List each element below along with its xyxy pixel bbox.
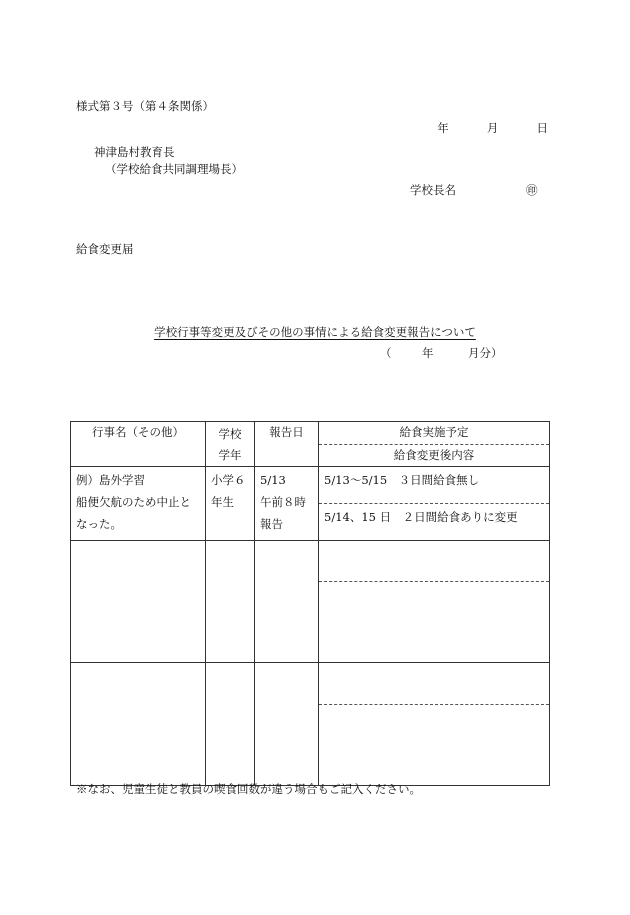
report-title: 学校行事等変更及びその他の事情による給食変更報告について [154,325,476,339]
principal-label: 学校長名 [410,183,456,197]
header-plan: 給食実施予定 [319,422,550,445]
blank-2-date-cell[interactable] [255,663,319,786]
example-plan-text: 5/13〜5/15 ３日間給食無し [324,473,480,487]
footnote: ※なお、児童生徒と教員の喫食回数が違う場合もご記入ください。 [76,782,421,796]
recipient-line-2: （学校給食共同調理場長） [105,162,243,176]
report-table [70,421,550,786]
blank-1-event-cell[interactable] [71,541,206,663]
table-row-blank-1 [71,541,550,582]
header-event: 行事名（その他） [71,422,206,467]
header-after-change: 給食変更後内容 [319,445,550,467]
example-after-text: 5/14、15 日 ２日間給食ありに変更 [324,510,518,524]
blank-1-date-cell[interactable] [255,541,319,663]
example-plan-cell [319,467,550,504]
blank-1-school-cell[interactable] [206,541,255,663]
example-school-line-2: 年生 [211,495,234,509]
header-school-line1: 学校 [218,427,242,441]
blank-2-after-cell[interactable] [319,705,550,786]
month-note-open: （ [380,346,392,360]
table-row-example [71,467,550,504]
recipient-line-1: 神津島村教育長 [94,145,175,159]
blank-1-after-cell[interactable] [319,582,550,663]
header-report-date: 報告日 [255,422,319,467]
example-date-line-3: 報告 [260,517,283,531]
month-note [380,347,503,361]
example-after-cell [319,504,550,541]
blank-2-event-cell[interactable] [71,663,206,786]
date-day-label: 日 [536,121,548,135]
document-name: 給食変更届 [76,242,134,256]
example-date-line-2: 午前８時 [260,495,306,509]
blank-1-plan-cell[interactable] [319,541,550,582]
example-school-line-1: 小学６ [211,473,246,487]
blank-2-plan-cell[interactable] [319,663,550,705]
principal-signature-line [410,184,538,198]
example-school-cell [206,467,255,541]
date-line [0,122,548,136]
header-school-line2: 学年 [218,448,242,462]
blank-2-school-cell[interactable] [206,663,255,786]
example-date-line-1: 5/13 [260,473,286,487]
header-school [206,422,255,467]
example-event-line-2: 船便欠航のため中止と [76,495,191,509]
month-note-year: 年 [422,346,434,360]
date-year-label: 年 [437,121,449,135]
example-event-cell [71,467,206,541]
seal-mark: ㊞ [526,183,538,197]
example-event-line-1: 例）島外学習 [76,473,145,487]
month-note-month: 月分） [468,346,503,360]
example-date-cell [255,467,319,541]
table-row-blank-2 [71,663,550,705]
form-number: 様式第３号（第４条関係） [76,99,214,113]
date-month-label: 月 [486,121,499,135]
example-event-line-3: なった。 [76,517,122,531]
